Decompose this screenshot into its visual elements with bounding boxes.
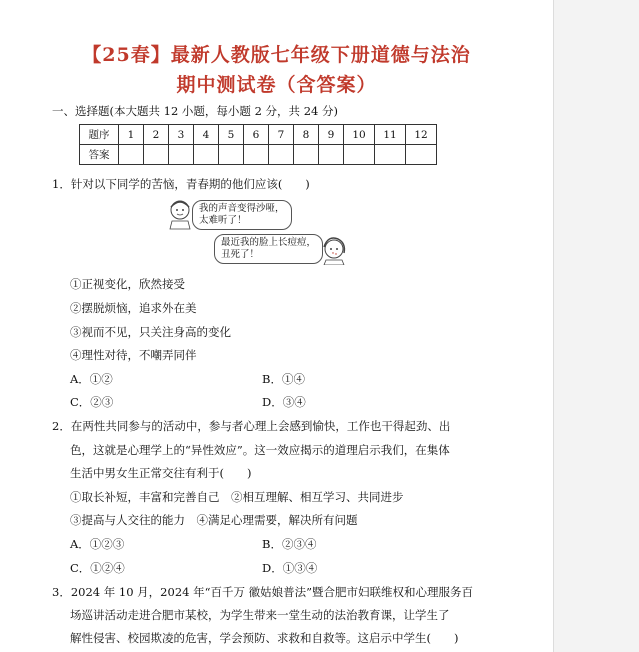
question-2-item: ③提高与人交往的能力 ④满足心理需要，解决所有问题: [70, 513, 358, 527]
answer-cell: [375, 145, 406, 165]
doc-title-line2: 期中测试卷（含答案）: [176, 74, 377, 96]
answer-cell: [169, 145, 194, 165]
bubble-1-line2: 太难听了！: [199, 215, 247, 226]
table-row-label: 答案: [80, 145, 119, 165]
question-1-option-b: B．①④: [262, 372, 305, 386]
question-2-line: 2．在两性共同参与的活动中，参与者心理上会感到愉快，工作也干得起劲、出: [52, 419, 451, 433]
question-1-stem: 1．针对以下同学的苦恼，青春期的他们应该( ): [52, 177, 310, 191]
question-2-option-a: A．①②③: [70, 537, 125, 551]
table-cell: 12: [406, 125, 437, 145]
table-cell: 11: [375, 125, 406, 145]
table-cell: 6: [244, 125, 269, 145]
question-1-item: ①正视变化，欣然接受: [70, 277, 185, 291]
table-cell: 5: [219, 125, 244, 145]
section-heading: 一、选择题(本大题共 12 小题，每小题 2 分，共 24 分): [52, 104, 338, 118]
answer-cell: [244, 145, 269, 165]
speech-bubble-2: [214, 234, 323, 264]
answer-table: [79, 124, 437, 165]
answer-cell: [219, 145, 244, 165]
speech-bubble-1: [192, 200, 292, 230]
table-cell: 7: [269, 125, 294, 145]
doc-title-line1: 【25春】最新人教版七年级下册道德与法治: [82, 44, 471, 66]
question-2-option-d: D．①③④: [262, 561, 318, 575]
table-cell: 3: [169, 125, 194, 145]
cartoon-illustration: [168, 197, 348, 265]
girl-face-icon: [324, 238, 344, 265]
answer-cell: [194, 145, 219, 165]
table-cell: 1: [119, 125, 144, 145]
table-row: [80, 125, 437, 145]
table-cell: 8: [294, 125, 319, 145]
question-1-option-a: A．①②: [70, 372, 113, 386]
viewer-side-panel: [553, 0, 639, 652]
bubble-1-line1: 我的声音变得沙哑，: [199, 203, 285, 214]
table-cell: 9: [319, 125, 344, 145]
question-2-item: ①取长补短，丰富和完善自己 ②相互理解、相互学习、共同进步: [70, 490, 404, 504]
question-1-item: ④理性对待，不嘲弄同伴: [70, 348, 197, 362]
question-2-option-b: B．②③④: [262, 537, 317, 551]
table-row-label: 题序: [80, 125, 119, 145]
question-1-item: ②摆脱烦恼，追求外在美: [70, 301, 197, 315]
answer-cell: [406, 145, 437, 165]
bubble-2-line2: 丑死了！: [221, 249, 260, 260]
question-1-option-c: C．②③: [70, 395, 114, 409]
question-1-item: ③视而不见，只关注身高的变化: [70, 325, 231, 339]
question-2-line: 色，这就是心理学上的“异性效应”。这一效应揭示的道理启示我们，在集体: [70, 443, 450, 457]
question-3-line: 解性侵害、校园欺凌的危害，学会预防、求救和自救等。这启示中学生( ): [70, 631, 459, 645]
bubble-2-line1: 最近我的脸上长痘痘，: [221, 237, 317, 248]
table-cell: 2: [144, 125, 169, 145]
answer-cell: [269, 145, 294, 165]
answer-cell: [294, 145, 319, 165]
question-2-line: 生活中男女生正常交往有利于( ): [70, 466, 252, 480]
answer-cell: [119, 145, 144, 165]
table-cell: 4: [194, 125, 219, 145]
table-cell: 10: [344, 125, 375, 145]
question-2-option-c: C．①②④: [70, 561, 125, 575]
question-1-option-d: D．③④: [262, 395, 306, 409]
answer-cell: [144, 145, 169, 165]
question-3-line: 场巡讲活动走进合肥市某校，为学生带来一堂生动的法治教育课，让学生了: [70, 608, 450, 622]
answer-cell: [319, 145, 344, 165]
table-row: [80, 145, 437, 165]
question-3-line: 3．2024 年 10 月，2024 年“百千万 徽姑娘普法”暨合肥市妇联维权和心理服务百: [52, 585, 474, 599]
answer-cell: [344, 145, 375, 165]
boy-face-icon: [170, 201, 190, 229]
